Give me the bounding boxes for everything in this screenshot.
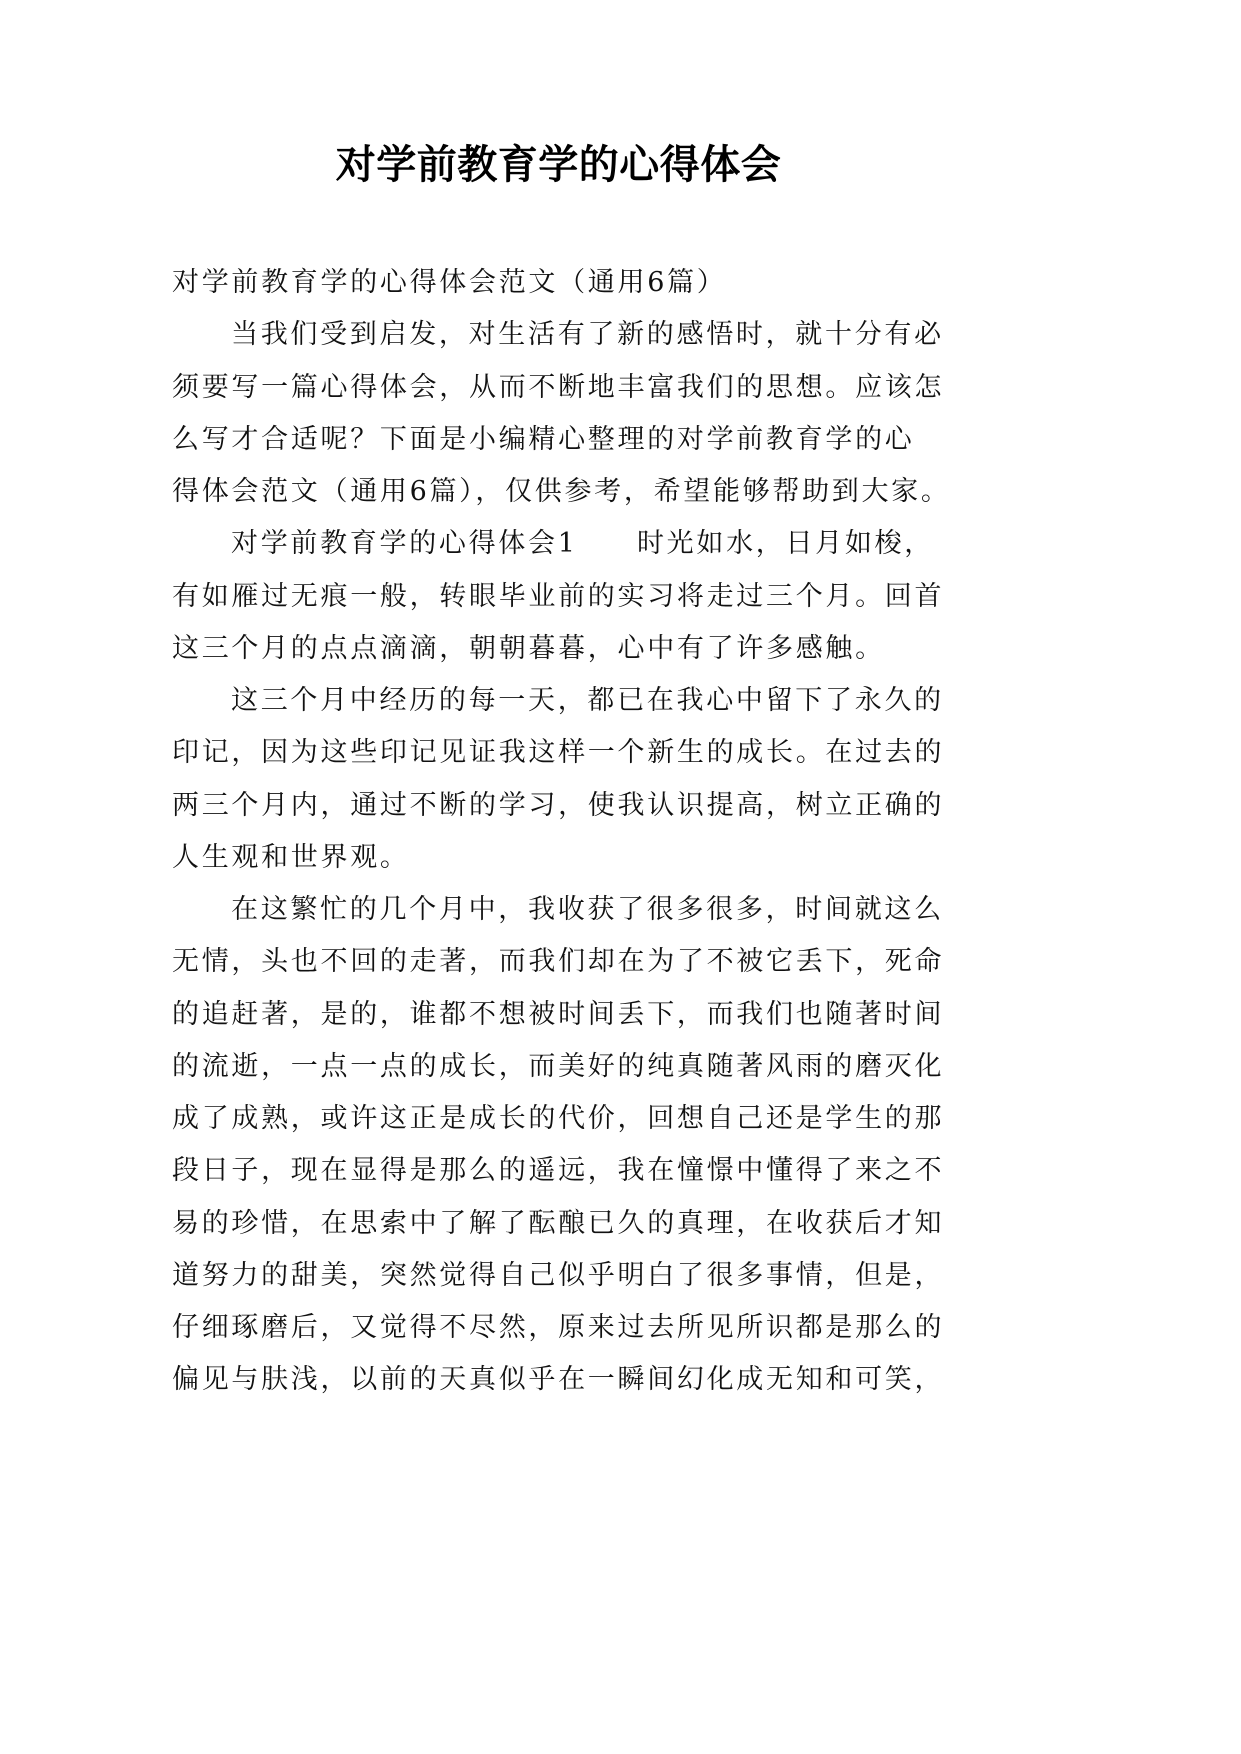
paragraph-2 [172,518,945,675]
text-line: 段日子，现在显得是那么的遥远，我在憧憬中懂得了来之不 [172,1155,945,1187]
text-line: 在这繁忙的几个月中，我收获了很多很多，时间就这么 [231,894,944,925]
paragraph-4 [172,884,945,1407]
intro-line: 对学前教育学的心得体会范文（通用6篇） [172,267,727,298]
text-line: 两三个月内，通过不断的学习，使我认识提高，树立正确的 [172,789,945,821]
text-line: 无情，头也不回的走著，而我们却在为了不被它丢下，死命 [172,946,945,978]
document-title: 对学前教育学的心得体会 [335,141,782,188]
text-line: 人生观和世界观。 [172,841,410,873]
text-line: 当我们受到启发，对生活有了新的感悟时，就十分有必 [231,319,944,351]
text-line: 有如雁过无痕一般，转眼毕业前的实习将走过三个月。回首 [172,580,945,612]
text-line: 的追赶著，是的，谁都不想被时间丢下，而我们也随著时间 [172,998,945,1030]
text-line: 的流逝，一点一点的成长，而美好的纯真随著风雨的磨灭化 [172,1050,945,1082]
text-line: 须要写一篇心得体会，从而不断地丰富我们的思想。应该怎 [172,371,945,403]
text-line: 道努力的甜美，突然觉得自己似乎明白了很多事情，但是， [172,1259,945,1291]
text-line: 仔细琢磨后，又觉得不尽然，原来过去所见所识都是那么的 [172,1312,945,1343]
text-line: 成了成熟，或许这正是成长的代价，回想自己还是学生的那 [172,1103,945,1134]
text-line: 么写才合适呢？下面是小编精心整理的对学前教育学的心 [172,423,915,455]
text-line: 对学前教育学的心得体会1 时光如水，日月如梭， [231,528,934,560]
text-line: 印记，因为这些印记见证我这样一个新生的成长。在过去的 [172,737,945,769]
text-line: 易的珍惜，在思索中了解了酝酿已久的真理，在收获后才知 [172,1207,945,1239]
paragraph-1 [172,309,951,518]
document-body [172,257,951,1407]
text-line: 得体会范文（通用6篇），仅供参考，希望能够帮助到大家。 [172,476,951,507]
text-line: 这三个月中经历的每一天，都已在我心中留下了永久的 [231,685,944,716]
paragraph-3 [172,675,945,884]
text-line: 偏见与肤浅，以前的天真似乎在一瞬间幻化成无知和可笑， [172,1364,945,1396]
text-line: 这三个月的点点滴滴，朝朝暮暮，心中有了许多感触。 [172,632,885,664]
